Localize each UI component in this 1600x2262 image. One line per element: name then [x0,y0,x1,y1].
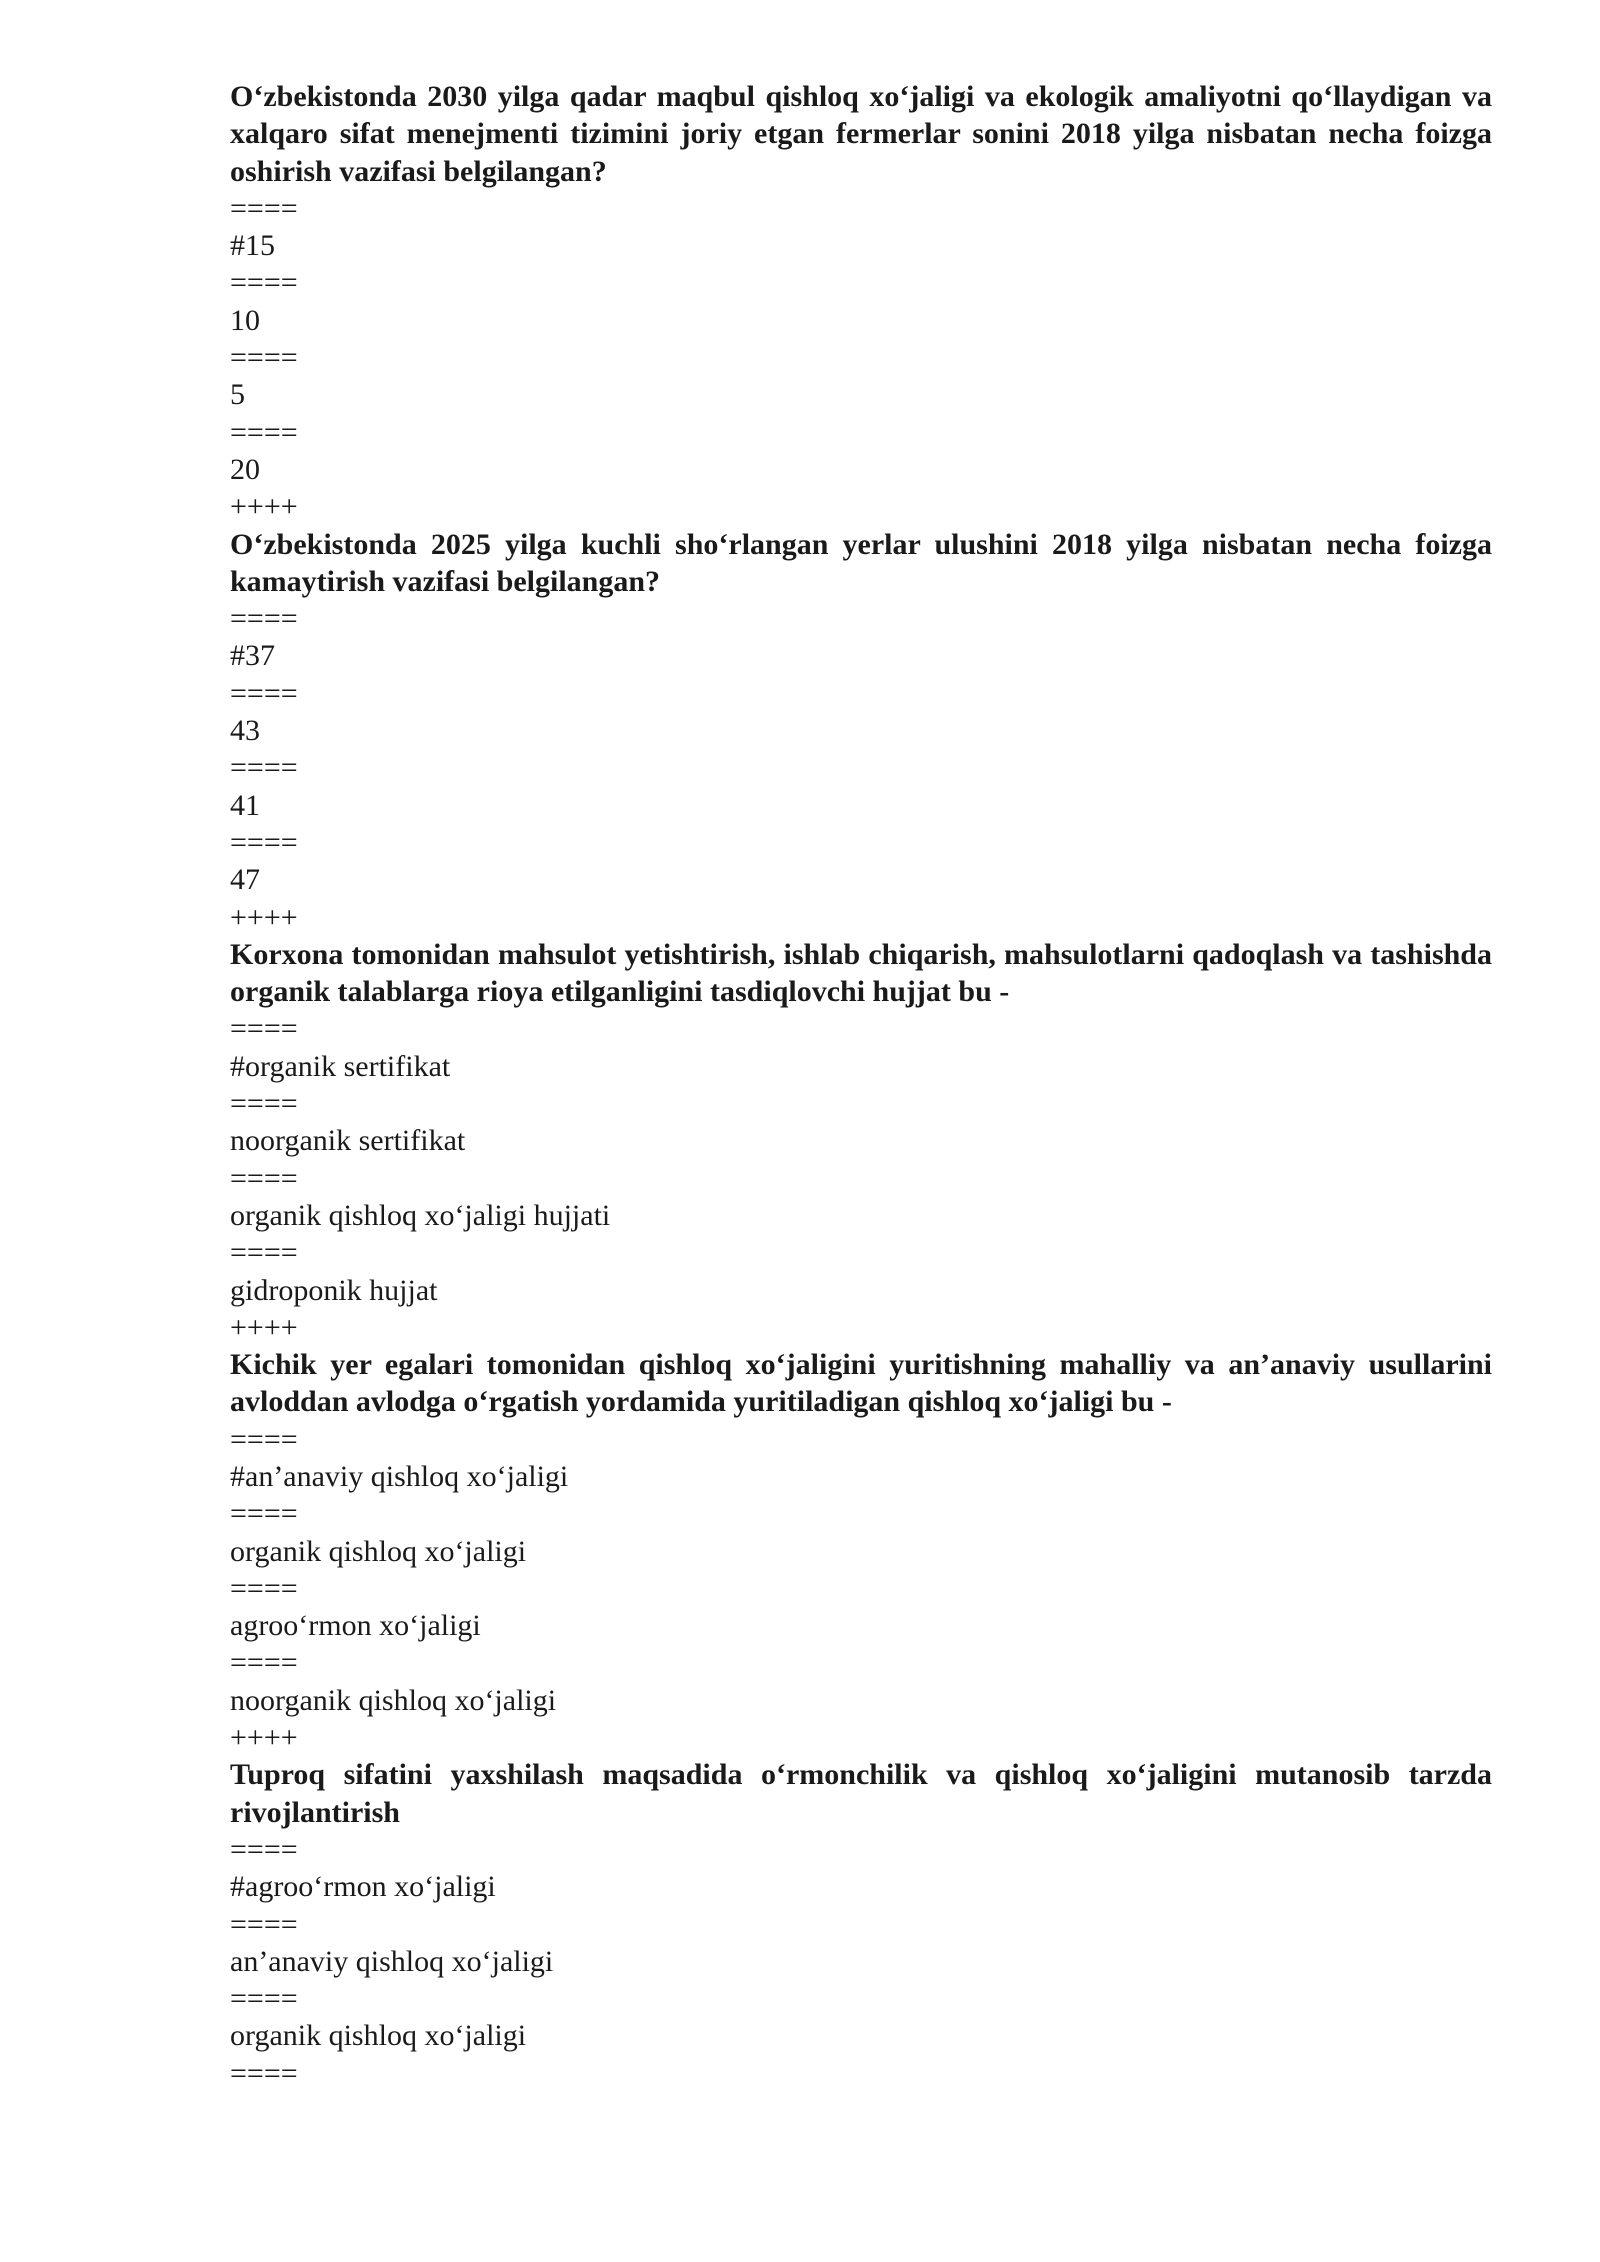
option: 43 [230,714,260,748]
option-separator: ==== [230,1161,298,1195]
option-separator: ==== [230,1087,298,1121]
option-correct: #37 [230,639,275,673]
option-correct: #an’anaviy qishloq xo‘jaligi [230,1459,569,1493]
question-separator: ++++ [230,1310,298,1344]
option-separator: ==== [230,1982,298,2016]
question-block-3 [230,936,1500,1346]
question-text: Kichik yer egalari tomonidan qishloq xo‘jaligini yuritishning mahalliy va an’anaviy usullarini avloddan avlodga o‘rgatish yordamida yuritiladigan qishloq xo‘jaligi bu - [230,1348,1500,1419]
question-block-1 [230,78,1500,526]
option-separator: ==== [230,676,298,710]
option: noorganik sertifikat [230,1124,466,1158]
option-separator: ==== [230,266,298,300]
option-separator: ==== [230,191,298,225]
option: organik qishloq xo‘jaligi [230,1534,527,1568]
option-separator: ==== [230,1907,298,1941]
option-separator: ==== [230,1571,298,1605]
question-block-2 [230,526,1500,936]
question-separator: ++++ [230,1721,298,1755]
option-separator: ==== [230,415,298,449]
option: 47 [230,863,260,897]
document-page [230,78,1500,2092]
question-text: Korxona tomonidan mahsulot yetishtirish, ishlab chiqarish, mahsulotlarni qadoqlash va tashishda organik talablarga rioya etilganligini tasdiqlovchi hujjat bu - [230,937,1500,1009]
option: 10 [230,303,260,337]
option: an’anaviy qishloq xo‘jaligi [230,1944,554,1978]
option: agroo‘rmon xo‘jaligi [230,1609,481,1643]
option: 20 [230,452,260,486]
question-block-5 [230,1756,1500,2092]
option: noorganik qishloq xo‘jaligi [230,1683,557,1717]
option-separator: ==== [230,2056,298,2090]
question-text: Tuproq sifatini yaxshilash maqsadida o‘rmonchilik va qishloq xo‘jaligini mutanosib tarzda rivojlantirish [230,1758,1500,1829]
option-separator: ==== [230,602,298,636]
question-block-4 [230,1346,1500,1756]
question-text: O‘zbekistonda 2030 yilga qadar maqbul qishloq xo‘jaligi va ekologik amaliyotni qo‘llaydigan va xalqaro sifat menejmenti tizimini joriy etgan fermerlar sonini 2018 yilga nisbatan necha foizga oshirish vazifasi belgilangan? [230,80,1500,188]
option-separator: ==== [230,1422,298,1456]
option: 41 [230,788,260,822]
option-correct: #15 [230,229,275,263]
option: gidroponik hujjat [230,1273,438,1307]
question-separator: ++++ [230,900,298,934]
option-separator: ==== [230,341,298,375]
option: organik qishloq xo‘jaligi [230,2019,527,2053]
option: 5 [230,378,245,412]
option-separator: ==== [230,825,298,859]
option-separator: ==== [230,1012,298,1046]
option-correct: #organik sertifikat [230,1049,451,1083]
option-correct: #agroo‘rmon xo‘jaligi [230,1870,496,1904]
option-separator: ==== [230,1497,298,1531]
option-separator: ==== [230,751,298,785]
option-separator: ==== [230,1832,298,1866]
question-separator: ++++ [230,490,298,524]
option-separator: ==== [230,1236,298,1270]
question-text: O‘zbekistonda 2025 yilga kuchli sho‘rlangan yerlar ulushini 2018 yilga nisbatan necha foizga kamaytirish vazifasi belgilangan? [230,527,1500,598]
option: organik qishloq xo‘jaligi hujjati [230,1198,611,1232]
option-separator: ==== [230,1646,298,1680]
